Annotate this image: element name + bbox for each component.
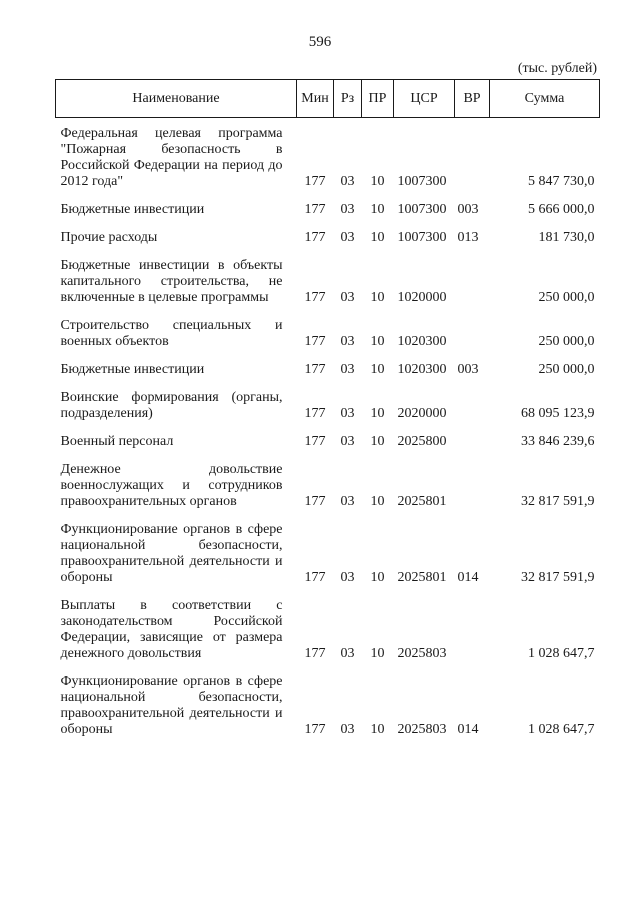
row-vr <box>455 592 490 668</box>
row-csr: 1007300 <box>397 230 447 245</box>
units-label: (тыс. рублей) <box>517 61 597 76</box>
row-name: Бюджетные инвестиции в объекты капитального строительства, не включенные в целевые программы <box>60 258 283 305</box>
row-pr: 10 <box>370 290 385 305</box>
row-pr: 10 <box>370 722 385 737</box>
header-csr: ЦСР <box>394 80 455 118</box>
row-sum: 5 666 000,0 <box>528 202 595 217</box>
row-name: Бюджетные инвестиции <box>60 202 205 217</box>
row-vr: 003 <box>457 362 479 377</box>
row-sum: 32 817 591,9 <box>521 570 595 585</box>
header-name: Наименование <box>56 80 297 118</box>
row-sum: 32 817 591,9 <box>521 494 595 509</box>
row-sum: 250 000,0 <box>538 334 595 349</box>
row-vr <box>455 428 490 456</box>
row-pr: 10 <box>370 174 385 189</box>
row-min: 177 <box>304 290 326 305</box>
table-row <box>56 196 600 224</box>
row-min: 177 <box>304 334 326 349</box>
row-min: 177 <box>304 362 326 377</box>
row-vr: 014 <box>457 722 479 737</box>
table-row <box>56 356 600 384</box>
table-header-row <box>56 80 600 118</box>
header-rz: Рз <box>334 80 362 118</box>
table-row <box>56 668 600 744</box>
row-pr: 10 <box>370 362 385 377</box>
row-csr: 2025803 <box>397 722 447 737</box>
table-row <box>56 592 600 668</box>
table-row <box>56 118 600 197</box>
row-rz: 03 <box>340 230 355 245</box>
header-min: Мин <box>297 80 334 118</box>
row-name: Бюджетные инвестиции <box>60 362 205 377</box>
row-rz: 03 <box>340 362 355 377</box>
budget-table <box>55 79 600 744</box>
header-sum: Сумма <box>490 80 600 118</box>
row-name: Прочие расходы <box>60 230 158 245</box>
row-pr: 10 <box>370 434 385 449</box>
row-pr: 10 <box>370 406 385 421</box>
row-csr: 2025800 <box>397 434 447 449</box>
row-csr: 2025803 <box>397 646 447 661</box>
row-csr: 2020000 <box>397 406 447 421</box>
row-pr: 10 <box>370 334 385 349</box>
row-rz: 03 <box>340 570 355 585</box>
row-sum: 33 846 239,6 <box>521 434 595 449</box>
row-name: Воинские формирования (органы, подразделения) <box>60 390 283 421</box>
table-row <box>56 456 600 516</box>
row-vr <box>455 118 490 197</box>
row-min: 177 <box>304 722 326 737</box>
row-csr: 1007300 <box>397 174 447 189</box>
row-csr: 1020300 <box>397 362 447 377</box>
table-row <box>56 516 600 592</box>
row-rz: 03 <box>340 722 355 737</box>
row-rz: 03 <box>340 174 355 189</box>
row-sum: 181 730,0 <box>538 230 595 245</box>
table-row <box>56 252 600 312</box>
row-pr: 10 <box>370 230 385 245</box>
row-csr: 2025801 <box>397 494 447 509</box>
row-vr <box>455 384 490 428</box>
row-sum: 1 028 647,7 <box>528 646 595 661</box>
row-csr: 1007300 <box>397 202 447 217</box>
row-vr: 013 <box>457 230 479 245</box>
row-vr <box>455 456 490 516</box>
row-vr <box>455 252 490 312</box>
row-pr: 10 <box>370 570 385 585</box>
row-sum: 1 028 647,7 <box>528 722 595 737</box>
row-name: Функционирование органов в сфере национальной безопасности, правоохранительной деятельности и обороны <box>60 522 283 585</box>
row-csr: 1020300 <box>397 334 447 349</box>
row-min: 177 <box>304 494 326 509</box>
row-sum: 250 000,0 <box>538 290 595 305</box>
row-csr: 1020000 <box>397 290 447 305</box>
row-min: 177 <box>304 434 326 449</box>
row-name: Строительство специальных и военных объектов <box>60 318 283 349</box>
row-rz: 03 <box>340 434 355 449</box>
row-min: 177 <box>304 202 326 217</box>
row-pr: 10 <box>370 646 385 661</box>
row-min: 177 <box>304 174 326 189</box>
row-min: 177 <box>304 230 326 245</box>
row-name: Федеральная целевая программа "Пожарная безопасность в Российской Федерации на период до 2012 года" <box>60 126 283 189</box>
row-rz: 03 <box>340 406 355 421</box>
page-number: 596 <box>308 34 332 50</box>
row-name: Денежное довольствие военнослужащих и сотрудников правоохранительных органов <box>60 462 283 509</box>
row-rz: 03 <box>340 646 355 661</box>
row-csr: 2025801 <box>397 570 447 585</box>
row-sum: 5 847 730,0 <box>528 174 595 189</box>
row-sum: 68 095 123,9 <box>521 406 595 421</box>
row-vr: 014 <box>457 570 479 585</box>
row-name: Выплаты в соответствии с законодательством Российской Федерации, зависящие от размера денежного довольствия <box>60 598 283 661</box>
row-pr: 10 <box>370 494 385 509</box>
header-vr: ВР <box>455 80 490 118</box>
table-row <box>56 312 600 356</box>
row-rz: 03 <box>340 290 355 305</box>
row-vr: 003 <box>457 202 479 217</box>
row-name: Функционирование органов в сфере национальной безопасности, правоохранительной деятельности и обороны <box>60 674 283 737</box>
row-sum: 250 000,0 <box>538 362 595 377</box>
row-name: Военный персонал <box>60 434 174 449</box>
row-min: 177 <box>304 646 326 661</box>
table-row <box>56 384 600 428</box>
row-min: 177 <box>304 406 326 421</box>
row-rz: 03 <box>340 334 355 349</box>
row-rz: 03 <box>340 202 355 217</box>
row-vr <box>455 312 490 356</box>
table-row <box>56 428 600 456</box>
header-pr: ПР <box>362 80 394 118</box>
row-min: 177 <box>304 570 326 585</box>
row-rz: 03 <box>340 494 355 509</box>
table-row <box>56 224 600 252</box>
row-pr: 10 <box>370 202 385 217</box>
